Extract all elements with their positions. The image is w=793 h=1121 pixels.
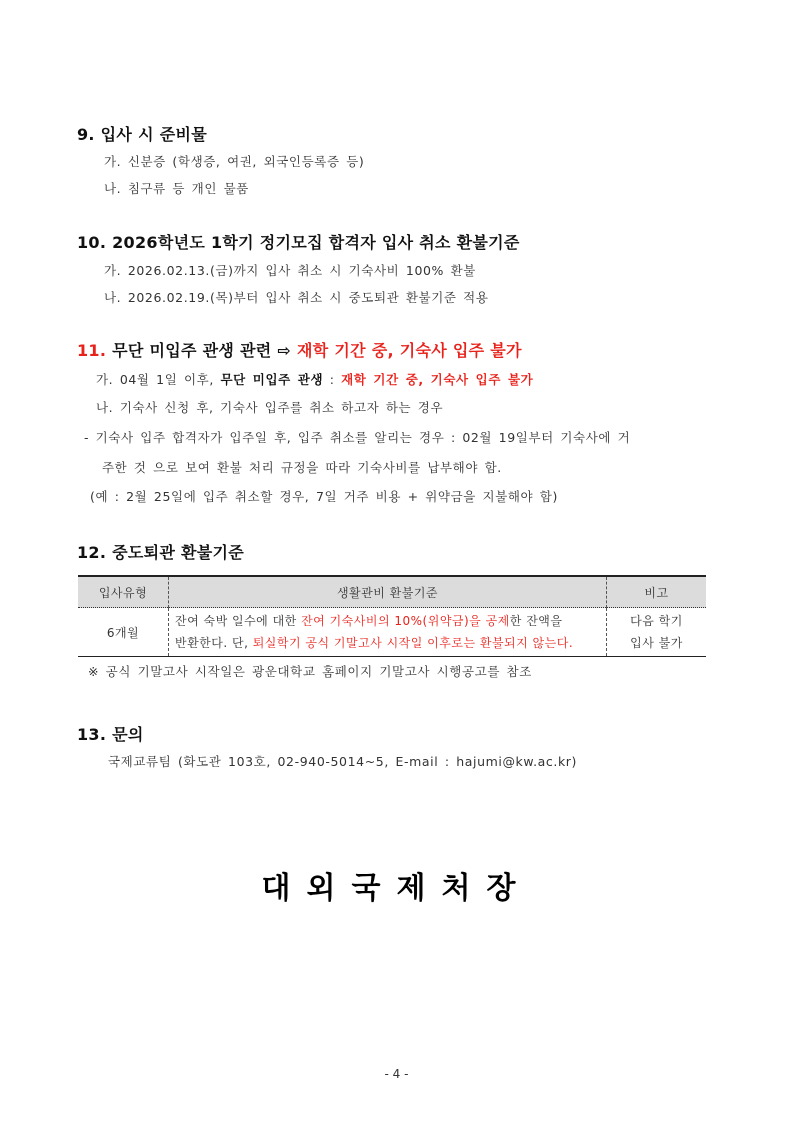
- section-11-example: (예 : 2월 25일에 입주 취소할 경우, 7일 거주 비용 + 위약금을 지불해야 함): [90, 489, 558, 504]
- arrow-right-icon: ⇨: [277, 341, 292, 360]
- section-11-dash-line-2: 주한 것 으로 보여 환불 처리 규정을 따라 기숙사비를 납부해야 함.: [102, 460, 502, 475]
- cell-criteria: [169, 608, 607, 657]
- criteria-line-1: [175, 610, 605, 632]
- section-11-item-a-bold: 무단 미입주 관생: [220, 372, 324, 387]
- cell-type: 6개월: [78, 608, 169, 657]
- column-header-note: 비고: [607, 576, 707, 608]
- section-12-footnote: ※ 공식 기말고사 시작일은 광운대학교 홈페이지 기말고사 시행공고를 참조: [88, 664, 532, 679]
- section-10-title: 10. 2026학년도 1학기 정기모집 합격자 입사 취소 환불기준: [77, 233, 520, 252]
- section-11-item-a-prefix: 가. 04월 1일 이후,: [96, 372, 214, 387]
- section-13-title: 13. 문의: [77, 725, 144, 744]
- section-12-title: 12. 중도퇴관 환불기준: [77, 543, 245, 562]
- refund-table: [78, 575, 706, 657]
- note-line-1: 다음 학기: [630, 614, 683, 628]
- section-11-item-b: 나. 기숙사 신청 후, 기숙사 입주를 취소 하고자 하는 경우: [96, 400, 444, 415]
- section-11-title: [77, 338, 522, 361]
- contact-info: 국제교류팀 (화도관 103호, 02-940-5014~5, E-mail : hajumi@kw.ac.kr): [108, 754, 577, 769]
- section-11-item-a-colon: :: [329, 372, 335, 387]
- section-9-item-b: 나. 침구류 등 개인 물품: [104, 181, 249, 196]
- column-header-type: 입사유형: [78, 576, 169, 608]
- note-line-2: 입사 불가: [630, 636, 683, 650]
- signature-closing: 대외국제처장: [261, 871, 532, 906]
- cell-note: [607, 608, 707, 657]
- table-header-row: [78, 576, 706, 608]
- criteria-text: 잔여 숙박 일수에 대한: [175, 614, 302, 628]
- section-10-item-a: 가. 2026.02.13.(금)까지 입사 취소 시 기숙사비 100% 환불: [104, 263, 476, 278]
- section-11-item-a-warning: 재학 기간 중, 기숙사 입주 불가: [341, 372, 534, 387]
- section-9-item-a: 가. 신분증 (학생증, 여권, 외국인등록증 등): [104, 154, 365, 169]
- column-header-criteria: 생활관비 환불기준: [169, 576, 607, 608]
- criteria-highlight: 퇴실학기 공식 기말고사 시작일 이후로는 환불되지 않는다.: [252, 636, 574, 650]
- section-11-title-text: 무단 미입주 관생 관련: [112, 341, 272, 360]
- criteria-highlight: 잔여 기숙사비의 10%(위약금)을 공제: [301, 614, 510, 628]
- criteria-text: 반환한다. 단,: [175, 636, 253, 650]
- page-number: - 4 -: [384, 1067, 409, 1081]
- section-11-title-warning: 재학 기간 중, 기숙사 입주 불가: [297, 341, 522, 360]
- criteria-text: 한 잔액을: [509, 614, 563, 628]
- section-9-title: 9. 입사 시 준비물: [77, 125, 207, 144]
- table-row: [78, 608, 706, 657]
- section-10-item-b: 나. 2026.02.19.(목)부터 입사 취소 시 중도퇴관 환불기준 적용: [104, 290, 489, 305]
- section-11-number: 11.: [77, 341, 107, 360]
- section-11-dash-line-1: - 기숙사 입주 합격자가 입주일 후, 입주 취소를 알리는 경우 : 02월 19일부터 기숙사에 거: [84, 430, 631, 445]
- criteria-line-2: [175, 632, 605, 654]
- section-11-item-a: [96, 370, 533, 388]
